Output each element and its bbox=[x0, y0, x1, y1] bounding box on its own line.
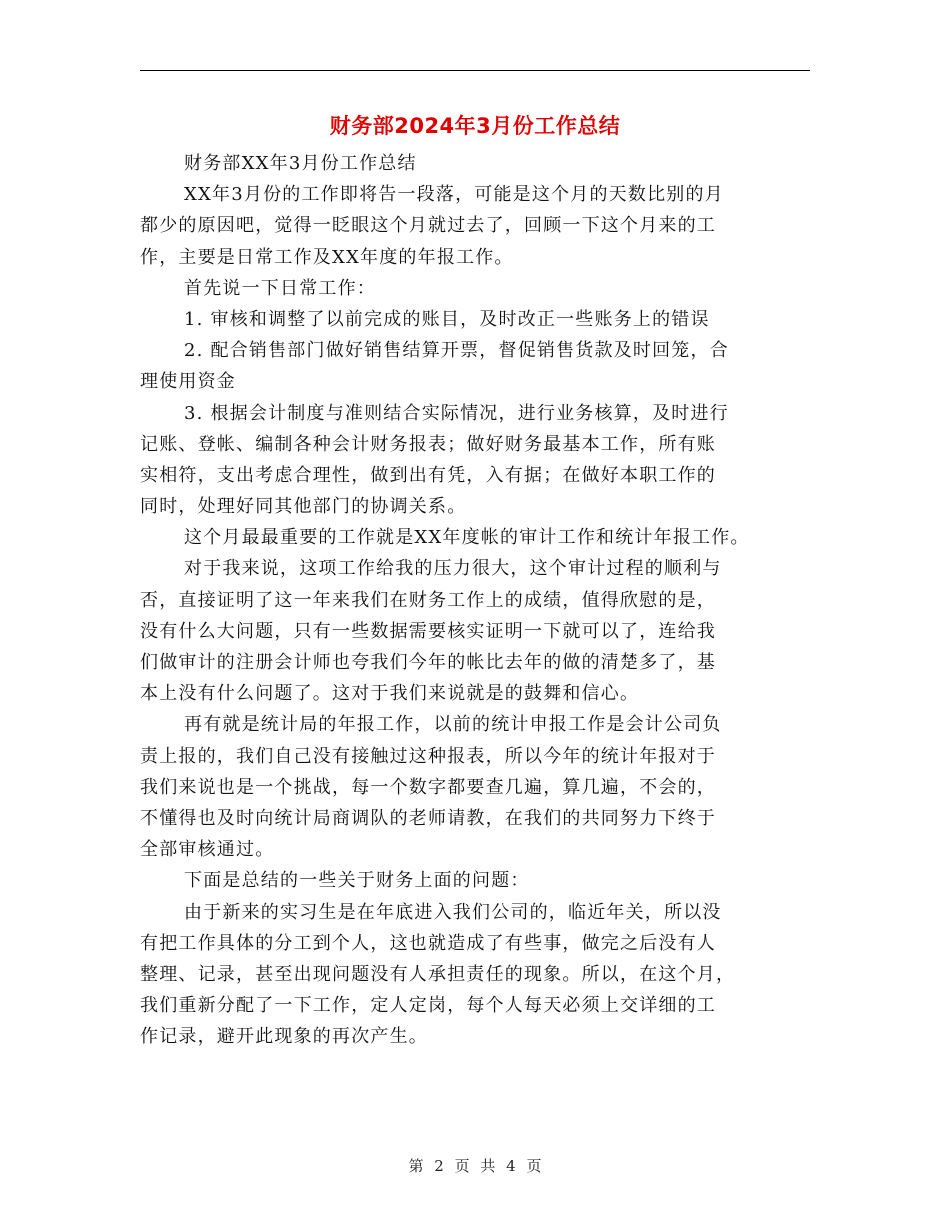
text-line: 们做审计的注册会计师也夸我们今年的帐比去年的做的清楚多了，基 bbox=[140, 652, 716, 673]
text-line: 没有什么大问题，只有一些数据需要核实证明一下就可以了，连给我 bbox=[140, 620, 716, 642]
text-line: 同时，处理好同其他部门的协调关系。 bbox=[140, 496, 467, 518]
text-line: 我们来说也是一个挑战，每一个数字都要查几遍，算几遍，不会的， bbox=[140, 776, 716, 798]
text-line: 不懂得也及时向统计局商调队的老师请教，在我们的共同努力下终于 bbox=[140, 807, 716, 829]
text-line: 全部审核通过。 bbox=[140, 839, 275, 861]
text-line: 作记录，避开此现象的再次产生。 bbox=[140, 1026, 428, 1048]
text-line: 财务部XX年3月份工作总结 bbox=[184, 153, 417, 174]
text-line: 对于我来说，这项工作给我的压力很大，这个审计过程的顺利与 bbox=[184, 558, 722, 580]
text-line: 再有就是统计局的年报工作，以前的统计申报工作是会计公司负 bbox=[184, 714, 722, 736]
text-line: 这个月最最重要的工作就是XX年度帐的审计工作和统计年报工作。 bbox=[184, 527, 750, 549]
text-line: 实相符，支出考虑合理性，做到出有凭，入有据；在做好本职工作的 bbox=[140, 464, 716, 486]
text-line: 理使用资金 bbox=[140, 371, 236, 393]
text-line: 3. 根据会计制度与准则结合实际情况，进行业务核算，及时进行 bbox=[184, 402, 729, 424]
text-line: XX年3月份的工作即将告一段落，可能是这个月的天数比别的月 bbox=[184, 184, 724, 206]
header-rule bbox=[140, 70, 810, 71]
text-line: 下面是总结的一些关于财务上面的问题： bbox=[184, 870, 530, 892]
page-footer: 第 2 页 共 4 页 bbox=[408, 1157, 542, 1175]
text-line: 1. 审核和调整了以前完成的账目，及时改正一些账务上的错误 bbox=[184, 308, 710, 330]
text-line: 有把工作具体的分工到个人，这也就造成了有些事，做完之后没有人 bbox=[140, 932, 716, 954]
text-line: 都少的原因吧，觉得一眨眼这个月就过去了，回顾一下这个月来的工 bbox=[140, 215, 716, 237]
text-line: 否，直接证明了这一年来我们在财务工作上的成绩，值得欣慰的是， bbox=[140, 589, 716, 611]
text-line: 首先说一下日常工作： bbox=[184, 277, 376, 299]
text-line: 责上报的，我们自己没有接触过这种报表，所以今年的统计年报对于 bbox=[140, 745, 716, 767]
text-line: 作，主要是日常工作及XX年度的年报工作。 bbox=[140, 246, 514, 268]
text-line: 本上没有什么问题了。这对于我们来说就是的鼓舞和信心。 bbox=[140, 683, 640, 705]
text-line: 记账、登帐、编制各种会计财务报表；做好财务最基本工作，所有账 bbox=[140, 433, 716, 455]
text-line: 我们重新分配了一下工作，定人定岗，每个人每天必须上交详细的工 bbox=[140, 995, 716, 1017]
text-line: 由于新来的实习生是在年底进入我们公司的，临近年关，所以没 bbox=[184, 901, 722, 923]
text-line: 整理、记录，甚至出现问题没有人承担责任的现象。所以，在这个月， bbox=[140, 963, 736, 985]
text-line: 2. 配合销售部门做好销售结算开票，督促销售货款及时回笼，合 bbox=[184, 340, 729, 362]
document-title: 财务部2024年3月份工作总结 bbox=[329, 114, 621, 138]
document-body bbox=[140, 148, 820, 1052]
